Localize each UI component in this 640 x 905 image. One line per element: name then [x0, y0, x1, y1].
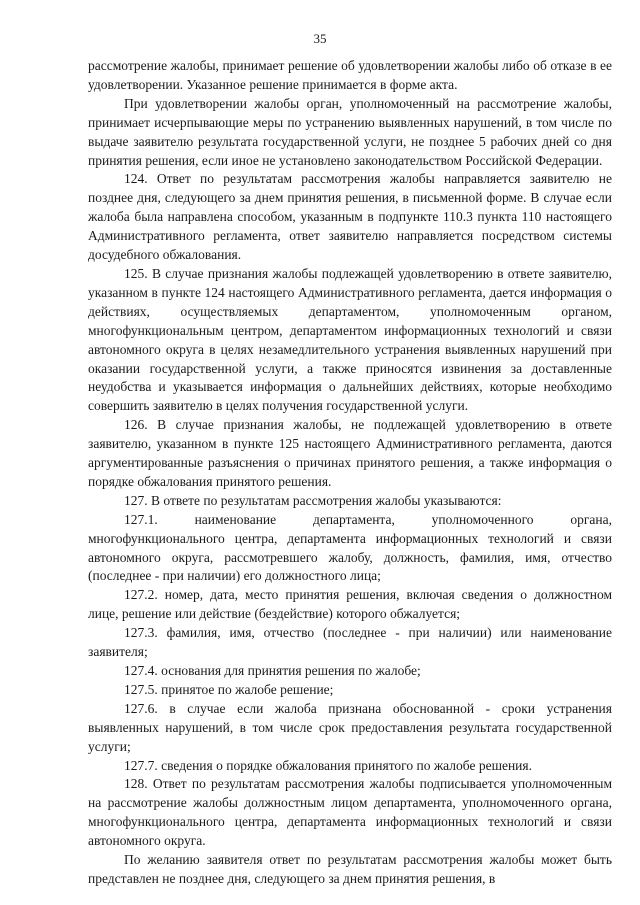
- page-number: 35: [313, 31, 327, 46]
- paragraph: 128. Ответ по результатам рассмотрения жалобы подписывается уполномоченным на рассмотрение жалобы должностным лицом департамента, уполномоченного органа, многофункционального центра, департамента информационных технологий и связи автономного округа.: [88, 776, 612, 849]
- paragraph: 127.7. сведения о порядке обжалования принятого по жалобе решения.: [124, 757, 532, 773]
- paragraph: 127.4. основания для принятия решения по жалобе;: [124, 663, 421, 678]
- document-body: [88, 57, 612, 889]
- paragraph: 127.1. наименование департамента, уполномоченного органа, многофункционального центра, департамента информационных технологий и связи автономного округа, рассмотревшего жалобу, должность, фамилия, имя, отчество (последнее - при наличии) его должностного лица;: [88, 511, 612, 584]
- paragraph: 127. В ответе по результатам рассмотрения жалобы указываются:: [124, 492, 502, 508]
- paragraph: 127.3. фамилия, имя, отчество (последнее - при наличии) или наименование заявителя;: [88, 625, 612, 660]
- paragraph: 127.6. в случае если жалоба признана обоснованной - сроки устранения выявленных нарушений, в том числе срок предоставления результата государственной услуги;: [88, 700, 612, 754]
- paragraph: По желанию заявителя ответ по результатам рассмотрения жалобы может быть представлен не позднее дня, следующего за днем принятия решения, в: [88, 852, 612, 886]
- paragraph: При удовлетворении жалобы орган, уполномоченный на рассмотрение жалобы, принимает исчерпывающие меры по устранению выявленных нарушений, в том числе по выдаче заявителю результата государственной услуги, не позднее 5 рабочих дней со дня принятия решения, если иное не установлено законодательством Российской Федерации.: [88, 95, 612, 168]
- paragraph: 124. Ответ по результатам рассмотрения жалобы направляется заявителю не позднее дня, следующего за днем принятия решения, в письменной форме. В случае если жалоба была направлена способом, указанным в подпункте 110.3 пункта 110 настоящего Административного регламента, ответ заявителю направляется посредством системы досудебного обжалования.: [88, 171, 612, 263]
- paragraph: 127.2. номер, дата, место принятия решения, включая сведения о должностном лице, решение или действие (бездействие) которого обжалуется;: [88, 587, 612, 622]
- paragraph: 125. В случае признания жалобы подлежащей удовлетворению в ответе заявителю, указанном в пункте 124 настоящего Административного регламента, дается информация о действиях, осуществляемых департаментом, уполномоченным органом, многофункциональным центром, департаментом информационных технологий и связи автономного округа в целях незамедлительного устранения выявленных нарушений при оказании государственной услуги, а также приносятся извинения за доставленные неудобства и указывается информация о дальнейших действиях, которые необходимо совершить заявителю в целях получения государственной услуги.: [88, 265, 612, 414]
- paragraph: рассмотрение жалобы, принимает решение об удовлетворении жалобы либо об отказе в ее удовлетворении. Указанное решение принимается в форме акта.: [88, 58, 612, 92]
- paragraph: 126. В случае признания жалобы, не подлежащей удовлетворению в ответе заявителю, указанном в пункте 125 настоящего Административного регламента, даются аргументированные разъяснения о причинах принятого решения, а также информация о порядке обжалования принятого решения.: [88, 417, 612, 489]
- paragraph: 127.5. принятое по жалобе решение;: [124, 681, 334, 697]
